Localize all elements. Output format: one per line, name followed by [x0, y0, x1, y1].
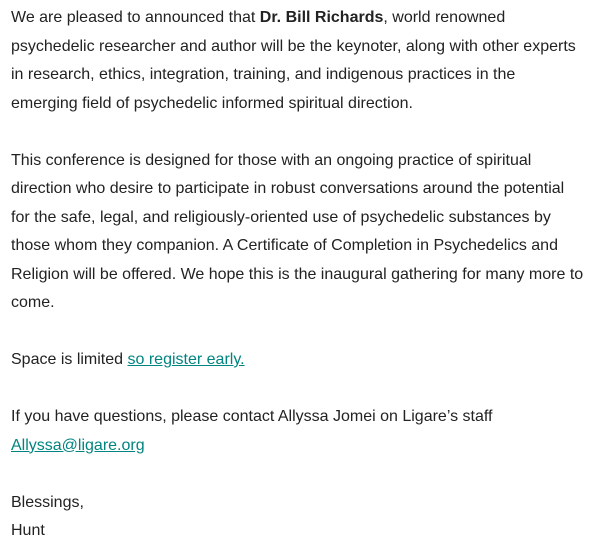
signoff: Blessings,: [11, 493, 84, 511]
contact-email-link[interactable]: Allyssa@ligare.org: [11, 436, 145, 454]
announcement-paragraph: [11, 4, 586, 118]
contact-paragraph: [11, 403, 586, 460]
announcement-intro: We are pleased to announced that: [11, 9, 260, 26]
keynote-speaker-name: Dr. Bill Richards: [259, 9, 384, 26]
register-link[interactable]: so register early.: [127, 351, 245, 368]
conference-description: This conference is designed for those with an ongoing practice of spiritual direction who desire to participate in robust conversations around the potential for the safe, legal, and religiously-oriented use of psychedelic substances by those whom they companion. A Certificate of Completion in Psychedelics and Religion will be offered. We hope this is the inaugural gathering for many more to come.: [11, 151, 584, 311]
registration-paragraph: [11, 346, 586, 375]
registration-text: Space is limited: [11, 351, 128, 368]
contact-text: If you have questions, please contact Allyssa Jomei on Ligare’s staff: [11, 408, 493, 425]
announcement-details: , world renowned psychedelic researcher and author will be the keynoter, along with other experts in research, ethics, integration, training, and indigenous practices in the emerging field of psychedelic informed spiritual direction.: [11, 9, 576, 112]
signature: Hunt: [11, 522, 45, 539]
